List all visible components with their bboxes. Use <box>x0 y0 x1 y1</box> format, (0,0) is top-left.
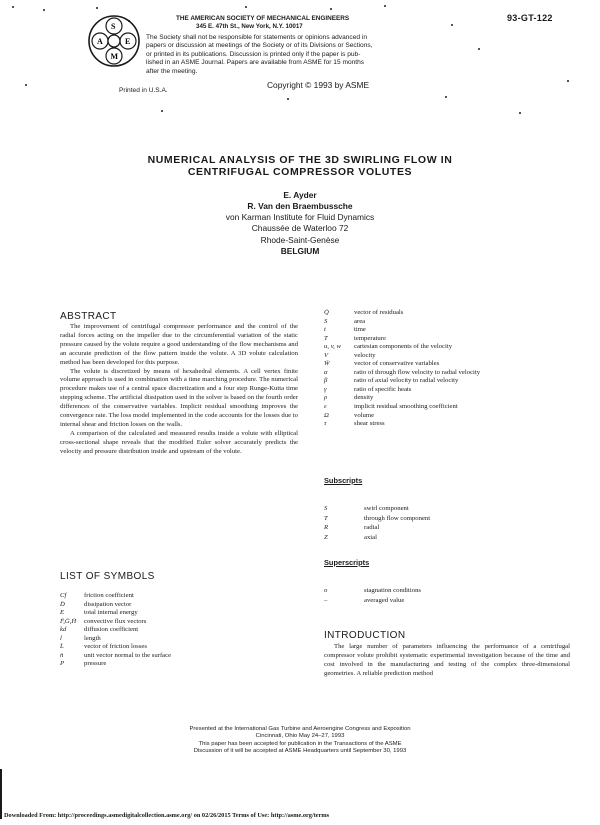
symbol-description: area <box>354 317 366 325</box>
scan-speck <box>287 98 289 100</box>
scan-speck <box>384 5 386 7</box>
symbol: S <box>324 505 328 512</box>
scan-speck <box>245 6 247 8</box>
author-name: R. Van den Braembussche <box>247 201 353 211</box>
footer-line: Presented at the International Gas Turbine and Aeroengine Congress and Exposition <box>189 726 411 732</box>
symbol-description: vector of residuals <box>354 309 404 316</box>
symbol-description: axial <box>364 533 377 541</box>
symbol-row <box>324 394 570 403</box>
scan-speck <box>519 112 521 114</box>
symbol-description: velocity <box>354 351 376 359</box>
symbol: D̄ <box>60 600 65 608</box>
symbol-description: stagnation conditions <box>364 587 422 594</box>
symbol-list <box>60 592 298 669</box>
title-line: CENTRIFUGAL COMPRESSOR VOLUTES <box>187 166 413 178</box>
affiliation-line: Chaussée de Waterloo 72 <box>251 223 349 234</box>
symbol: l <box>60 634 62 642</box>
scan-speck <box>445 96 447 98</box>
symbol-description: time <box>354 326 366 334</box>
symbol-row <box>324 420 570 429</box>
symbol-row <box>324 504 570 514</box>
symbol-row <box>324 369 570 378</box>
symbol: T <box>324 514 328 522</box>
footer-line: Cincinnati, Ohio May 24–27, 1993 <box>255 733 345 740</box>
footer-line: This paper has been accepted for publication in the Transactions of the ASME <box>198 740 402 747</box>
list-of-symbols-heading: LIST OF SYMBOLS <box>60 571 155 582</box>
paper-title <box>0 154 600 178</box>
symbol-row <box>324 533 570 543</box>
author-name: E. Ayder <box>283 190 317 200</box>
printed-in: Printed in U.S.A. <box>119 87 168 94</box>
svg-text:M: M <box>110 52 119 61</box>
symbol-row <box>324 377 570 386</box>
scan-speck <box>451 24 453 26</box>
symbol-description: dissipation vector <box>84 600 132 608</box>
symbol-row <box>60 660 298 669</box>
symbol-description: ratio of specific heats <box>354 385 412 393</box>
symbol-description: diffusion coefficient <box>84 626 139 634</box>
symbol: W̄ <box>324 360 330 368</box>
introduction-paragraph: The large number of parameters influencing the performance of a centrifugal compressor volute prohibit systematic experimental investigation because of the time and cost involved in the manufacturing and testing of the complex three-dimensional geometries. A reliable prediction method <box>324 643 570 677</box>
symbol-description: total internal energy <box>84 609 138 617</box>
svg-text:E: E <box>125 37 131 46</box>
symbol: u, v, w <box>324 343 341 351</box>
symbol: Z <box>324 533 328 541</box>
symbol: T <box>324 334 328 342</box>
scan-speck <box>43 9 45 11</box>
abstract-paragraph: The improvement of centrifugal compressor performance and the control of the radial forces acting on the impeller due to the circumferential variation of the static pressure caused by the volute require a good understanding of the flow mechanisms and an accurate prediction of the flow pattern inside the volute. A 3D volute calculation method has been developed for this purpose. <box>60 323 298 366</box>
paper-number: 93-GT-122 <box>507 13 553 23</box>
symbol-description: swirl component <box>364 505 409 512</box>
symbol-row <box>60 601 298 610</box>
symbol-description: ratio of axial velocity to radial velocity <box>354 377 459 385</box>
superscripts-heading: Superscripts <box>324 558 370 567</box>
subscript-list <box>324 504 570 542</box>
symbol: β <box>324 377 328 385</box>
symbol: Q̄ <box>324 309 329 316</box>
asme-logo-icon <box>86 14 142 68</box>
symbol: E <box>60 609 65 617</box>
author-block <box>0 190 600 258</box>
symbol-row <box>324 343 570 352</box>
symbol-description: vector of friction losses <box>84 643 147 651</box>
svg-text:S: S <box>111 22 116 31</box>
scan-speck <box>161 110 163 112</box>
symbol-row <box>324 514 570 524</box>
disclaimer-line: papers or discussion at meetings of the Society or of its Divisions or Sections, <box>146 42 373 50</box>
symbol: F̄,Ḡ,H̄ <box>60 617 77 625</box>
symbol-description: temperature <box>354 334 386 342</box>
symbol-row <box>324 318 570 327</box>
symbol: Ω <box>324 411 329 419</box>
symbol-description: shear stress <box>354 420 385 428</box>
symbol-row <box>324 326 570 335</box>
symbol-row <box>60 635 298 644</box>
download-notice: Downloaded From: http://proceedings.asmedigitalcollection.asme.org/ on 02/26/2015 Terms of Use: http://asme.org/terms <box>4 812 330 819</box>
presentation-notice <box>0 726 600 756</box>
subscripts-heading: Subscripts <box>324 476 363 485</box>
society-address: 345 E. 47th St., New York, N.Y. 10017 <box>196 23 303 30</box>
abstract-body <box>60 323 298 457</box>
symbol-row <box>60 643 298 652</box>
symbol: – <box>324 596 328 604</box>
symbol-row <box>324 352 570 361</box>
scan-speck <box>25 84 27 86</box>
scan-speck <box>478 48 480 50</box>
symbol: γ <box>324 385 327 393</box>
symbol-description: averaged value <box>364 596 405 604</box>
symbol-row <box>60 652 298 661</box>
symbol-row <box>324 335 570 344</box>
symbol-row <box>60 618 298 627</box>
symbol-row <box>324 360 570 369</box>
symbol: ρ <box>324 394 328 402</box>
symbol: t <box>324 326 326 334</box>
scan-speck <box>12 6 14 8</box>
abstract-paragraph: A comparison of the calculated and measured results inside a volute with elliptical cross-sectional shape reveals that the modified Euler solver accurately predicts the velocity and pressure distribution inside and upstream of the volute. <box>60 429 298 455</box>
symbol-description: length <box>84 634 101 642</box>
symbol-description: pressure <box>84 660 107 668</box>
symbol: ε <box>324 403 327 411</box>
symbol: R <box>324 524 329 532</box>
symbol-list-continued <box>324 309 570 429</box>
symbol-row <box>324 523 570 533</box>
symbol: V <box>324 351 329 359</box>
affiliation-line: BELGIUM <box>280 246 320 257</box>
affiliation-line: von Karman Institute for Fluid Dynamics <box>225 212 375 222</box>
symbol-description: ratio of through flow velocity to radial velocity <box>354 368 481 376</box>
symbol-row <box>324 412 570 421</box>
symbol-description: density <box>354 394 374 402</box>
symbol-row <box>324 596 570 606</box>
symbol: o <box>324 587 328 594</box>
copyright: Copyright © 1993 by ASME <box>267 80 370 90</box>
symbol-description: cartesian components of the velocity <box>354 343 453 351</box>
symbol-description: friction coefficient <box>84 592 134 599</box>
abstract-paragraph: The volute is discretized by means of hexahedral elements. A cell vertex finite volume approach is used in combination with a time marching procedure. The numerical procedure makes use of a central space discretization and a four step Runge-Kutta time stepping scheme. The artificial dissipation used in the solver is based on the fourth order differences of the conservative variables. Implicit residual smoothing improves the convergence rate. The loss model implemented in the code accounts for the losses due to internal shear and friction losses on the walls. <box>60 367 298 428</box>
symbol-description: unit vector normal to the surface <box>84 651 172 659</box>
affiliation-line: Rhode-Saint-Genèse <box>260 234 340 245</box>
superscript-list <box>324 586 570 605</box>
symbol-row <box>60 592 298 601</box>
symbol-description: vector of conservative variables <box>354 360 440 368</box>
symbol-description: volume <box>354 411 375 419</box>
symbol-description: through flow component <box>364 514 431 522</box>
title-line: NUMERICAL ANALYSIS OF THE 3D SWIRLING FLOW IN <box>147 154 453 166</box>
symbol: kd <box>60 626 67 634</box>
disclaimer-line: The Society shall not be responsible for statements or opinions advanced in <box>146 34 368 41</box>
abstract-heading: ABSTRACT <box>60 311 117 322</box>
symbol-row <box>324 586 570 596</box>
symbol: S <box>324 317 328 325</box>
symbol: L̄ <box>60 643 64 651</box>
symbol-row <box>324 309 570 318</box>
scan-speck <box>567 80 569 82</box>
footer-line: Discussion of it will be accepted at ASME Headquarters until September 30, 1993 <box>193 748 407 755</box>
disclaimer-line: lished in an ASME Journal. Papers are available from ASME for 15 months <box>146 59 365 67</box>
symbol-description: implicit residual smoothing coefficient <box>354 403 458 411</box>
symbol-row <box>324 403 570 412</box>
introduction-body <box>324 643 570 679</box>
svg-text:A: A <box>97 37 103 46</box>
symbol: P <box>60 660 65 668</box>
symbol: α <box>324 368 328 376</box>
symbol: τ <box>324 420 327 428</box>
symbol-row <box>60 609 298 618</box>
symbol-description: radial <box>364 524 380 532</box>
symbol-description: convective flux vectors <box>84 617 147 625</box>
introduction-heading: INTRODUCTION <box>324 630 406 641</box>
symbol-row <box>60 626 298 635</box>
society-name: THE AMERICAN SOCIETY OF MECHANICAL ENGINEERS <box>176 15 350 22</box>
scan-speck <box>96 7 98 9</box>
disclaimer-line: or printed in its publications. Discussion is printed only if the paper is pub- <box>146 50 361 58</box>
symbol-row <box>324 386 570 395</box>
disclaimer <box>146 34 373 76</box>
page-edge-bar <box>0 769 2 819</box>
scan-speck <box>330 8 332 10</box>
symbol: Cf <box>60 592 67 599</box>
disclaimer-line: after the meeting. <box>146 67 198 75</box>
symbol: n̄ <box>60 651 64 659</box>
